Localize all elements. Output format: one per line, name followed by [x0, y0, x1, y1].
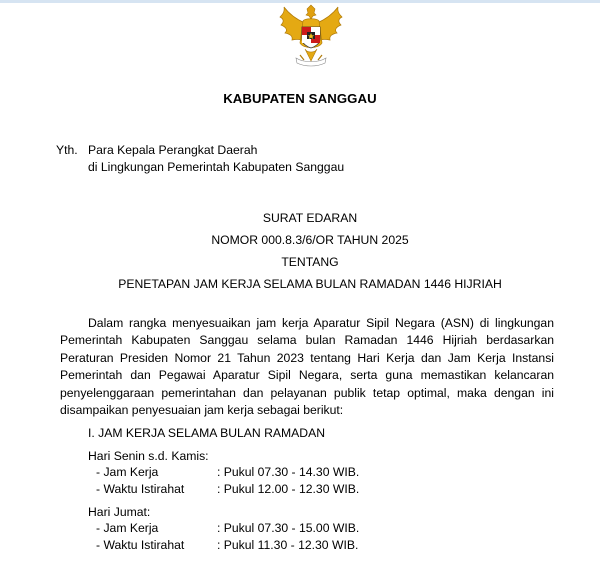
body-paragraph-text: Dalam rangka menyesuaikan jam kerja Aparatur Sipil Negara (ASN) di lingkungan Pemerintah Kabupaten Sanggau selama bulan Ramadan 1446 Hijriah berdasarkan Peraturan Presiden Nomor 21 Tahun 2023 tentang Hari Kerja dan Jam Kerja Instansi Pemerintah dan Pegawai Aparatur Sipil Negara, serta guna memastikan kelancaran penyelenggaraan pemerintahan dan pelayanan publik tetap optimal, maka dengan ini disampaikan penyesuaian jam kerja sebagai berikut:: [60, 316, 554, 418]
schedule-label: - Waktu Istirahat: [96, 538, 185, 552]
letter-number: NOMOR 000.8.3/6/OR TAHUN 2025: [211, 233, 409, 247]
schedule-value: : Pukul 11.30 - 12.30 WIB.: [217, 538, 359, 552]
section-heading: I. JAM KERJA SELAMA BULAN RAMADAN: [88, 426, 326, 440]
schedule-label: - Waktu Istirahat: [96, 482, 185, 496]
addressee-line-1: Para Kepala Perangkat Daerah: [88, 143, 258, 157]
letter-type: SURAT EDARAN: [262, 211, 358, 225]
addressee-line-2: di Lingkungan Pemerintah Kabupaten Sanggau: [88, 160, 345, 174]
schedule-label: - Jam Kerja: [96, 465, 159, 479]
schedule-label: - Jam Kerja: [96, 521, 159, 535]
schedule-value: : Pukul 12.00 - 12.30 WIB.: [217, 482, 360, 496]
schedule-group-title: Hari Senin s.d. Kamis:: [88, 449, 209, 463]
regency-title: KABUPATEN SANGGAU: [223, 91, 377, 106]
letter-subject: PENETAPAN JAM KERJA SELAMA BULAN RAMADAN 1446 HIJRIAH: [118, 277, 502, 291]
schedule-value: : Pukul 07.30 - 15.00 WIB.: [217, 521, 360, 535]
schedule-group-title: Hari Jumat:: [88, 505, 151, 519]
addressee-prefix: Yth.: [56, 143, 78, 157]
letter-about: TENTANG: [281, 255, 339, 269]
schedule-value: : Pukul 07.30 - 14.30 WIB.: [217, 465, 360, 479]
garuda-pancasila-emblem: [276, 3, 346, 69]
body-paragraph: [60, 315, 554, 419]
